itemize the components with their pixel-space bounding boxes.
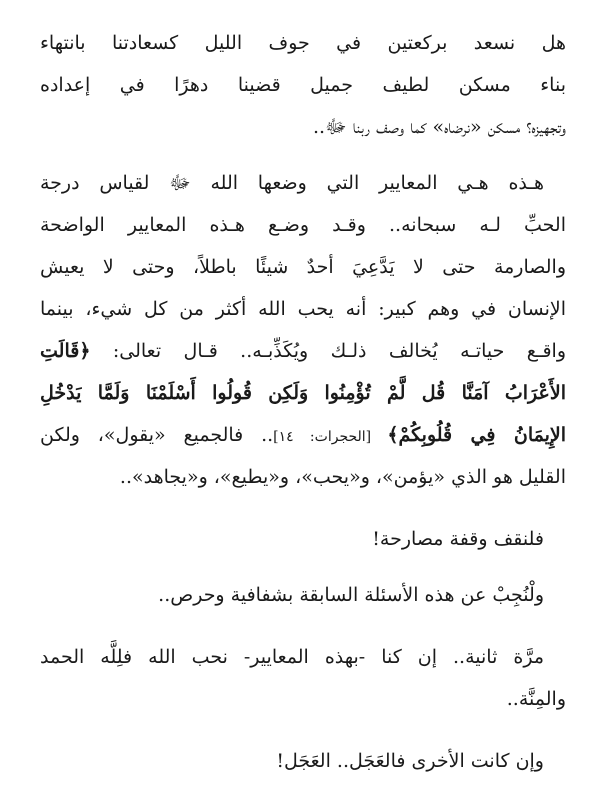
bullet-line-1-text: هل نسعد بركعتين في جوف الليل كسعادتنا بانتهاء bbox=[40, 32, 566, 54]
bullet-paragraph bbox=[40, 22, 566, 148]
quran-verse-end: الإِيمَانُ فِي قُلُوبِكُمْ﴾ bbox=[387, 424, 566, 446]
criteria-line-2: الحبِّ لـه سبحانه.. وقـد وضـع هـذه المعايير الواضحة bbox=[40, 214, 566, 236]
criteria-line-4: الإنسان في وهم كبير: أنه يحب الله أكثر من كل شيء، بينما bbox=[40, 298, 566, 320]
quran-verse-start: ﴿قَالَتِ bbox=[40, 340, 91, 362]
bullet-line-3: وتجهيزه؟ مسكن «نرضاه» كما وصف ربنا ﷻ.. bbox=[313, 116, 566, 138]
criteria-line-7-text: .. فالجميع «يقول»، ولكن bbox=[40, 424, 274, 446]
bullet-line-1 bbox=[40, 22, 566, 64]
bullet-line-2: بناء مسكن لطيف جميل قضينا دهرًا في إعداده bbox=[40, 74, 566, 96]
criteria-line-5 bbox=[40, 330, 566, 372]
criteria-line-7 bbox=[40, 414, 566, 456]
again-line-1: مرَّة ثانية.. إن كنا -بهذه المعايير- نحب الله فلِلَّه الحمد bbox=[40, 646, 544, 668]
criteria-line-1: هـذه هـي المعايير التي وضعها الله ﷻ لقياس درجة bbox=[40, 172, 544, 194]
final-line: وإن كانت الأخرى فالعَجَل.. العَجَل! bbox=[276, 750, 544, 772]
answer-line: ولْنُجِبْ عن هذه الأسئلة السابقة بشفافية وحرص.. bbox=[158, 584, 544, 606]
criteria-line-5-text: واقـع حياتـه يُخالف ذلـك ويُكَذِّبـه.. قـال تعالى: bbox=[90, 340, 566, 362]
again-line-2: والمِنَّة.. bbox=[506, 688, 566, 710]
stand-line: فلنقف وقفة مصارحة! bbox=[372, 528, 544, 550]
verse-reference: [الحجرات: ١٤] bbox=[273, 429, 388, 445]
quran-verse-middle: الأَعْرَابُ آمَنَّا قُل لَّمْ تُؤْمِنُوا وَلَكِن قُولُوا أَسْلَمْنَا وَلَمَّا يَدْخُلِ bbox=[40, 382, 566, 404]
criteria-line-8: القليل هو الذي «يؤمن»، و«يحب»، و«يطيع»، و«يجاهد».. bbox=[119, 466, 566, 488]
criteria-line-3: والصارمة حتى لا يَدَّعِيَ أحدٌ شيئًا باطلاً، وحتى لا يعيش bbox=[40, 256, 566, 278]
criteria-paragraph bbox=[40, 162, 566, 498]
again-paragraph bbox=[40, 636, 566, 720]
